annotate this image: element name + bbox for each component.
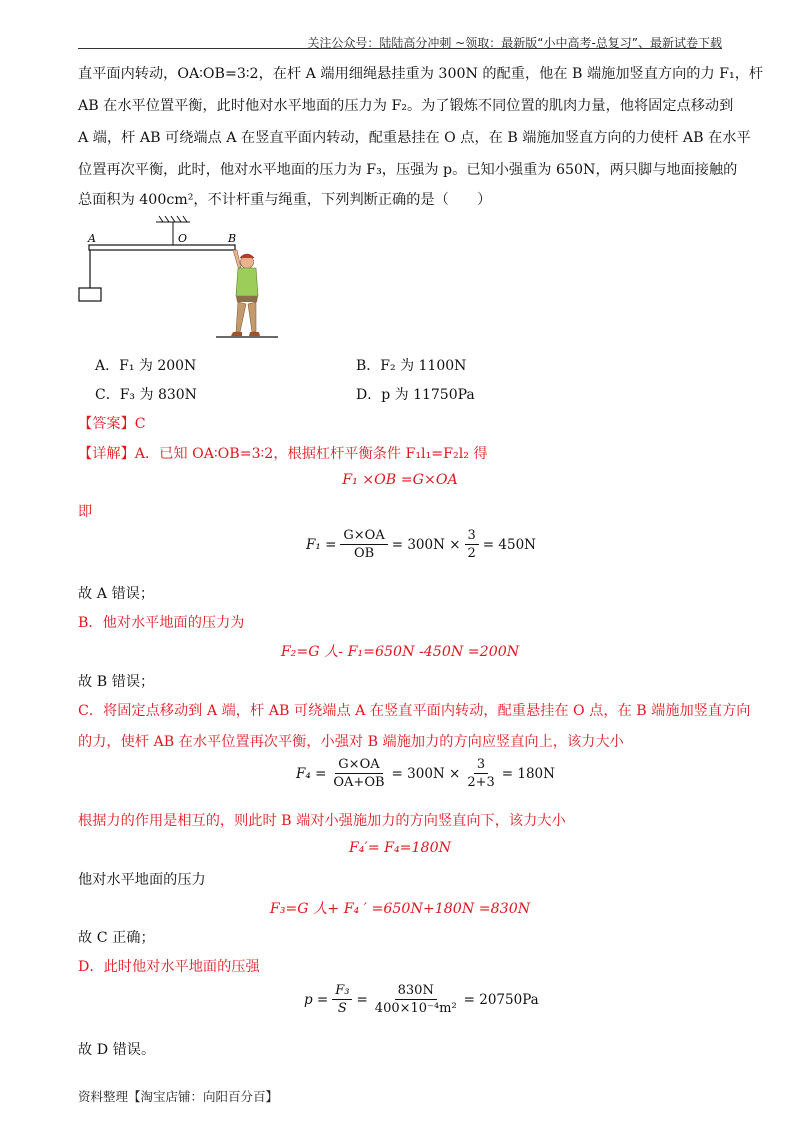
explanation-d-intro: D．此时他对水平地面的压强 (78, 959, 260, 975)
explanation-b-eq: F₂=G 人- F₁=650N -450N =200N (280, 644, 520, 660)
explanation-d-conclusion: 故 D 错误。 (78, 1042, 156, 1058)
counterweight (79, 288, 101, 301)
page-footer: 资料整理【淘宝店铺：向阳百分百】 (78, 1089, 279, 1104)
explanation-c-conclusion: 故 C 正确； (78, 930, 155, 946)
explanation-b-conclusion: 故 B 错误； (78, 674, 155, 690)
explanation-a-intro: 【详解】A．已知 OA∶OB=3∶2，根据杠杆平衡条件 F₁l₁=F₂l₂ 得 (78, 446, 488, 462)
equation-f1: F₁ = $\frac{G\times OA}{OB}$ = 300N × $\frac{3}{2}$ = 450N (306, 528, 536, 561)
explanation-c-eq3: F₃=G 人+ F₄ ′ =650N+180N =830N (269, 901, 531, 917)
lever-figure (76, 212, 286, 342)
question-line-2: AB 在水平位置平衡，此时他对水平地面的压力为 F₂。为了锻炼不同位置的肌肉力量，他将固定点移动到 (78, 98, 734, 114)
question-line-5: 总面积为 400cm²，不计杆重与绳重，下列判断正确的是（ ） (78, 192, 492, 208)
label-a: A (88, 232, 96, 245)
answer-label: 【答案】C (78, 416, 146, 432)
explanation-a-conclusion: 故 A 错误； (78, 586, 155, 602)
explanation-b-intro: B．他对水平地面的压力为 (78, 615, 245, 631)
option-b: B．F₂ 为 1100N (356, 358, 467, 374)
question-line-4: 位置再次平衡，此时，他对水平地面的压力为 F₃，压强为 p。已知小强重为 650N，两只脚与地面接触的 (78, 162, 738, 178)
question-line-1: 直平面内转动，OA∶OB=3∶2，在杆 A 端用细绳悬挂重为 300N 的配重，他在 B 端施加竖直方向的力 F₁，杆 (78, 66, 764, 82)
explanation-a-ji: 即 (78, 504, 93, 520)
explanation-c-line2: 的力，使杆 AB 在水平位置再次平衡，小强对 B 端施加力的方向应竖直向上，该力大小 (78, 734, 624, 750)
option-a: A．F₁ 为 200N (95, 358, 197, 374)
option-c: C．F₃ 为 830N (95, 387, 197, 403)
header-divider (78, 48, 722, 49)
option-d: D．p 为 11750Pa (356, 387, 475, 403)
equation-f4: F₄ = $\frac{G\times OA}{OA+OB}$ = 300N × $\frac{3}{2+3}$ = 180N (296, 757, 555, 790)
label-o: O (178, 232, 188, 245)
lever-bar (89, 245, 235, 250)
person-illustration (231, 250, 260, 336)
equation-pressure: p = $\frac{\text{F₃}}{S}$ = $\frac{830N}{\text{400×10⁻⁴m²}}$ = 20750Pa (304, 983, 539, 1016)
explanation-c-eq2: F₄′= F₄=180N (348, 840, 452, 856)
explanation-c-line4: 他对水平地面的压力 (78, 872, 206, 888)
page-header: 关注公众号：陆陆高分冲刺 ~领取：最新版“小中高考-总复习”、最新试卷下载 (307, 36, 722, 50)
question-line-3: A 端，杆 AB 可绕端点 A 在竖直平面内转动，配重悬挂在 O 点，在 B 端施加竖直方向的力使杆 AB 在水平 (78, 130, 751, 146)
explanation-a-eq1: F₁ ×OB =G×OA (342, 472, 458, 488)
explanation-c-line3: 根据力的作用是相互的，则此时 B 端对小强施加力的方向竖直向下，该力大小 (78, 813, 566, 829)
label-b: B (228, 232, 237, 245)
explanation-c-line1: C．将固定点移动到 A 端，杆 AB 可绕端点 A 在竖直平面内转动，配重悬挂在 O 点，在 B 端施加竖直方向 (78, 703, 751, 719)
